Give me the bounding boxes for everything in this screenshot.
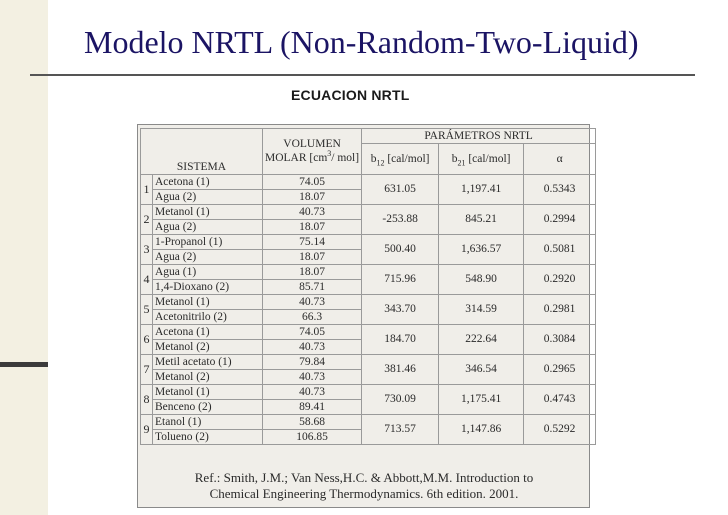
component-1: Metil acetato (1) xyxy=(153,355,263,370)
component-1: Etanol (1) xyxy=(153,415,263,430)
molar-volume-1: 18.07 xyxy=(263,265,362,280)
table-row xyxy=(141,235,596,250)
b12-value: 715.96 xyxy=(362,265,439,295)
component-1: Metanol (1) xyxy=(153,385,263,400)
alpha-value: 0.5343 xyxy=(524,175,596,205)
molar-volume-1: 58.68 xyxy=(263,415,362,430)
alpha-value: 0.4743 xyxy=(524,385,596,415)
molar-volume-2: 66.3 xyxy=(263,310,362,325)
reference-line-2: Chemical Engineering Thermodynamics. 6th edition. 2001. xyxy=(209,486,519,501)
alpha-value: 0.2920 xyxy=(524,265,596,295)
b21-value: 1,175.41 xyxy=(439,385,524,415)
header-b21-base: b xyxy=(451,152,458,165)
table-row xyxy=(141,325,596,340)
component-2: Agua (2) xyxy=(153,250,263,265)
b21-value: 222.64 xyxy=(439,325,524,355)
b21-value: 1,636.57 xyxy=(439,235,524,265)
table-row xyxy=(141,295,596,310)
molar-volume-1: 74.05 xyxy=(263,325,362,340)
system-number: 3 xyxy=(141,235,153,265)
header-sistema: SISTEMA xyxy=(141,129,263,175)
table-row xyxy=(141,415,596,430)
header-b12-base: b xyxy=(370,152,377,165)
table-row xyxy=(141,175,596,190)
header-b12-sub: 12 xyxy=(376,157,385,167)
table-row xyxy=(141,205,596,220)
b12-value: 184.70 xyxy=(362,325,439,355)
molar-volume-1: 75.14 xyxy=(263,235,362,250)
header-b21 xyxy=(439,144,524,175)
system-number: 5 xyxy=(141,295,153,325)
molar-volume-2: 89.41 xyxy=(263,400,362,415)
component-1: Metanol (1) xyxy=(153,205,263,220)
system-number: 4 xyxy=(141,265,153,295)
molar-volume-2: 40.73 xyxy=(263,340,362,355)
b12-value: 713.57 xyxy=(362,415,439,445)
header-b21-sub: 21 xyxy=(457,157,466,167)
title-underline xyxy=(30,74,695,76)
table-row xyxy=(141,355,596,370)
b21-value: 1,147.86 xyxy=(439,415,524,445)
alpha-value: 0.2981 xyxy=(524,295,596,325)
header-volumen-line2: MOLAR [cm xyxy=(265,151,328,164)
reference-line-1: Ref.: Smith, J.M.; Van Ness,H.C. & Abbott,M.M. Introduction to xyxy=(194,470,534,485)
b21-value: 314.59 xyxy=(439,295,524,325)
component-2: 1,4-Dioxano (2) xyxy=(153,280,263,295)
system-number: 9 xyxy=(141,415,153,445)
slide-title: Modelo NRTL (Non-Random-Two-Liquid) xyxy=(84,24,639,60)
left-decorative-bar xyxy=(0,0,48,515)
header-b12-unit: [cal/mol] xyxy=(384,152,430,165)
component-1: Agua (1) xyxy=(153,265,263,280)
molar-volume-1: 79.84 xyxy=(263,355,362,370)
molar-volume-1: 40.73 xyxy=(263,385,362,400)
b12-value: 500.40 xyxy=(362,235,439,265)
molar-volume-1: 40.73 xyxy=(263,295,362,310)
alpha-value: 0.3084 xyxy=(524,325,596,355)
header-b12 xyxy=(362,144,439,175)
table-row xyxy=(141,265,596,280)
component-2: Metanol (2) xyxy=(153,340,263,355)
molar-volume-2: 18.07 xyxy=(263,250,362,265)
system-number: 8 xyxy=(141,385,153,415)
b12-value: 381.46 xyxy=(362,355,439,385)
component-1: Acetona (1) xyxy=(153,325,263,340)
molar-volume-2: 106.85 xyxy=(263,430,362,445)
table-row xyxy=(141,385,596,400)
b12-value: 631.05 xyxy=(362,175,439,205)
b21-value: 346.54 xyxy=(439,355,524,385)
header-volumen-sup: 3 xyxy=(327,148,332,158)
molar-volume-1: 74.05 xyxy=(263,175,362,190)
header-parametros: PARÁMETROS NRTL xyxy=(362,129,596,144)
component-2: Tolueno (2) xyxy=(153,430,263,445)
b21-value: 845.21 xyxy=(439,205,524,235)
alpha-value: 0.5081 xyxy=(524,235,596,265)
left-bar-accent xyxy=(0,362,48,367)
nrtl-parameters-table xyxy=(140,128,596,445)
molar-volume-1: 40.73 xyxy=(263,205,362,220)
component-2: Agua (2) xyxy=(153,190,263,205)
b12-value: 343.70 xyxy=(362,295,439,325)
component-2: Benceno (2) xyxy=(153,400,263,415)
component-1: Acetona (1) xyxy=(153,175,263,190)
system-number: 7 xyxy=(141,355,153,385)
header-alpha: α xyxy=(524,144,596,175)
component-2: Acetonitrilo (2) xyxy=(153,310,263,325)
molar-volume-2: 18.07 xyxy=(263,220,362,235)
b12-value: -253.88 xyxy=(362,205,439,235)
alpha-value: 0.2994 xyxy=(524,205,596,235)
component-2: Metanol (2) xyxy=(153,370,263,385)
system-number: 6 xyxy=(141,325,153,355)
alpha-value: 0.2965 xyxy=(524,355,596,385)
component-1: 1-Propanol (1) xyxy=(153,235,263,250)
header-row-1 xyxy=(141,129,596,144)
molar-volume-2: 85.71 xyxy=(263,280,362,295)
component-2: Agua (2) xyxy=(153,220,263,235)
b21-value: 548.90 xyxy=(439,265,524,295)
component-1: Metanol (1) xyxy=(153,295,263,310)
system-number: 2 xyxy=(141,205,153,235)
table-caption: ECUACION NRTL xyxy=(291,87,410,103)
header-b21-unit: [cal/mol] xyxy=(465,152,511,165)
molar-volume-2: 18.07 xyxy=(263,190,362,205)
system-number: 1 xyxy=(141,175,153,205)
b12-value: 730.09 xyxy=(362,385,439,415)
molar-volume-2: 40.73 xyxy=(263,370,362,385)
header-volumen xyxy=(263,129,362,175)
header-volumen-line3: / mol] xyxy=(331,151,360,164)
header-volumen-line1: VOLUMEN xyxy=(283,138,341,151)
alpha-value: 0.5292 xyxy=(524,415,596,445)
b21-value: 1,197.41 xyxy=(439,175,524,205)
